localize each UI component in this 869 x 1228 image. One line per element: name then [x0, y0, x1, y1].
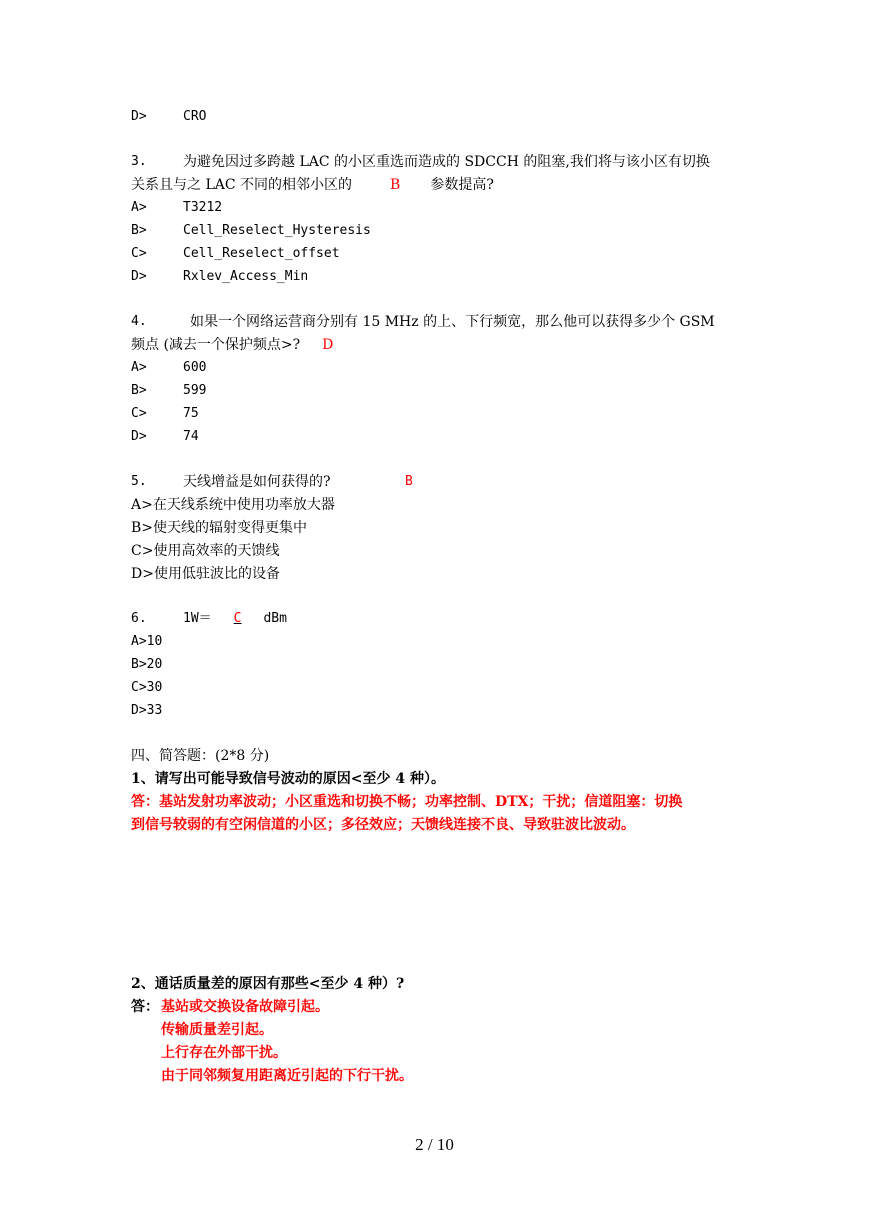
option-text: C>30 [131, 680, 163, 695]
short-question: 2、通话质量差的原因有那些<至少 4 种）? [131, 976, 405, 992]
question-text: 为避免因过多跨越 LAC 的小区重选而造成的 SDCCH 的阻塞,我们将与该小区有切换 [183, 154, 710, 170]
option-text: D>使用低驻波比的设备 [131, 566, 280, 582]
question-text: 天线增益是如何获得的? [183, 474, 331, 490]
option-label: C> [131, 406, 147, 421]
option-label: D> [131, 109, 147, 124]
question-number: 4. [131, 314, 147, 329]
option-text: Rxlev_Access_Min [183, 269, 309, 284]
option-label: B> [131, 223, 147, 238]
option-label: B> [131, 383, 147, 398]
option-text: 599 [183, 383, 207, 398]
answer-mark: C [233, 611, 242, 626]
option-text: C>使用高效率的天馈线 [131, 543, 280, 559]
question-text: 频点 (减去一个保护频点>? D [131, 337, 334, 353]
option-text: Cell_Reselect_Hysteresis [183, 223, 371, 238]
option-text: Cell_Reselect_offset [183, 246, 340, 261]
option-text: CRO [183, 109, 207, 124]
option-text: A>在天线系统中使用功率放大器 [131, 497, 335, 513]
short-answer: 基站或交换设备故障引起。 [161, 999, 329, 1015]
short-answer: 上行存在外部干扰。 [161, 1045, 287, 1061]
section-heading: 四、简答题：(2*8 分) [131, 748, 270, 764]
option-label: D> [131, 269, 147, 284]
short-answer: 到信号较弱的有空闲信道的小区；多径效应；天馈线连接不良、导致驻波比波动。 [131, 817, 635, 833]
option-label: D> [131, 429, 147, 444]
option-text: T3212 [183, 200, 223, 215]
answer-mark: B [405, 474, 413, 489]
option-text: D>33 [131, 703, 163, 718]
question-text: 1W＝ C dBm [183, 611, 287, 626]
answer-mark: B [390, 177, 401, 193]
option-text: A>10 [131, 634, 163, 649]
question-number: 5. [131, 474, 147, 489]
option-text: 600 [183, 360, 207, 375]
page-number: 2 / 10 [415, 1135, 454, 1154]
question-text: 关系且与之 LAC 不同的相邻小区的 B 参数提高? [131, 177, 494, 193]
answer-prefix: 答： [131, 999, 159, 1015]
short-answer: 答：基站发射功率波动；小区重选和切换不畅；功率控制、DTX；干扰；信道阻塞：切换 [131, 794, 683, 810]
option-label: A> [131, 360, 147, 375]
answer-mark: D [322, 337, 334, 353]
question-number: 3. [131, 154, 147, 169]
question-number: 6. [131, 611, 147, 626]
short-answer: 传输质量差引起。 [161, 1022, 273, 1038]
option-label: A> [131, 200, 147, 215]
short-question: 1、请写出可能导致信号波动的原因<至少 4 种）。 [131, 771, 445, 787]
option-text: 75 [183, 406, 199, 421]
option-label: C> [131, 246, 147, 261]
answer-blank [212, 611, 264, 626]
question-text: 如果一个网络运营商分别有 15 MHz 的上、下行频宽，那么他可以获得多少个 GSM [190, 314, 715, 330]
short-answer: 由于同邻频复用距离近引起的下行干扰。 [161, 1068, 413, 1084]
option-text: 74 [183, 429, 199, 444]
option-text: B>使天线的辐射变得更集中 [131, 520, 308, 536]
option-text: B>20 [131, 657, 163, 672]
